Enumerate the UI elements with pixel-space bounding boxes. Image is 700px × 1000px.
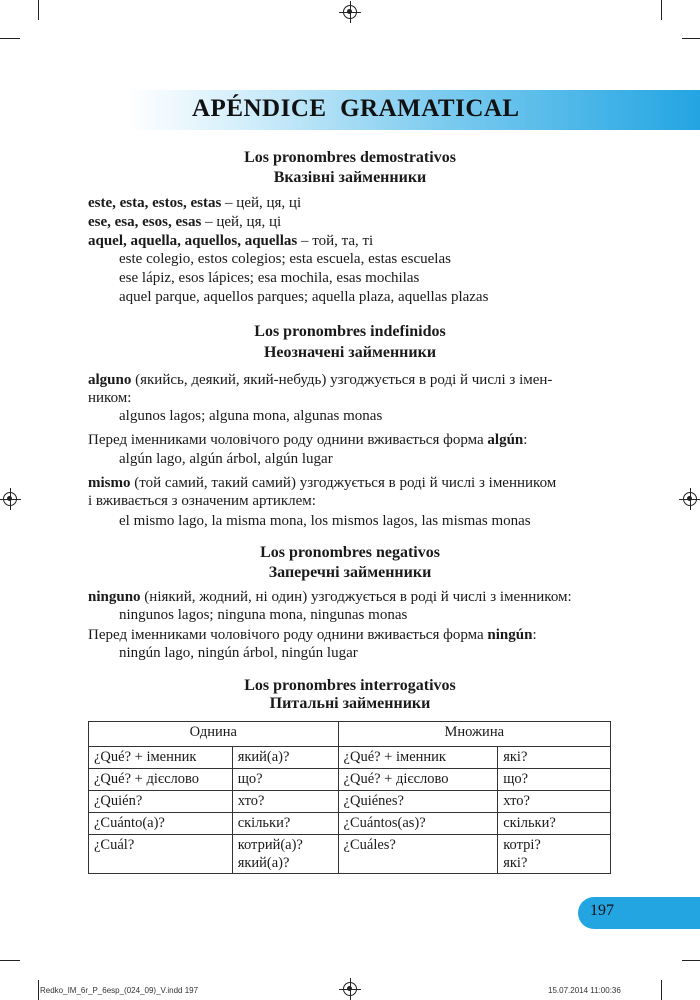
table-cell: ¿Qué? + іменник xyxy=(338,747,498,769)
crop-mark xyxy=(661,980,662,1000)
table-header-row xyxy=(89,722,611,747)
pronoun-forms: aquel, aquella, aquellos, aquellas xyxy=(88,233,298,249)
crop-mark xyxy=(682,38,700,39)
interrogatives-table xyxy=(88,721,611,874)
table-cell: що? xyxy=(232,769,338,791)
explanation: Перед іменниками чоловічого роду однини вживається форма xyxy=(88,627,488,643)
table-cell: ¿Qué? + дієслово xyxy=(89,769,233,791)
paragraph-line xyxy=(88,372,552,389)
example-line: el mismo lago, la misma mona, los mismos lagos, las mismas monas xyxy=(119,513,531,529)
translation: – цей, ця, ці xyxy=(221,195,302,211)
crop-mark xyxy=(38,0,39,20)
section-title-uk: Питальні займенники xyxy=(269,695,431,712)
table-cell xyxy=(232,835,338,874)
table-cell: який(а)? xyxy=(232,747,338,769)
footer-timestamp: 15.07.2014 11:00:36 xyxy=(548,986,621,995)
header-singular: Однина xyxy=(89,722,339,747)
table-cell: скільки? xyxy=(232,813,338,835)
registration-mark-icon xyxy=(343,982,357,996)
example-line: ningún lago, ningún árbol, ningún lugar xyxy=(119,645,358,661)
page-title: APÉNDICE GRAMATICAL xyxy=(192,95,520,122)
paragraph-line xyxy=(88,432,527,449)
table-cell: які? xyxy=(498,747,611,769)
paragraph-line xyxy=(88,475,556,492)
pronoun-row xyxy=(88,233,373,250)
translation: – той, та, ті xyxy=(297,233,374,249)
crop-mark xyxy=(0,960,20,961)
example-line: este colegio, estos colegios; esta escuela, estas escuelas xyxy=(119,251,451,267)
crop-mark xyxy=(661,0,662,20)
table-cell: ¿Quiénes? xyxy=(338,791,498,813)
paragraph-line: і вживається з означеним артиклем: xyxy=(88,493,316,509)
table-cell: ¿Cuántos(as)? xyxy=(338,813,498,835)
registration-mark-icon xyxy=(683,492,697,506)
crop-mark xyxy=(38,980,39,1000)
table-cell: хто? xyxy=(498,791,611,813)
pronoun-term: ningún xyxy=(487,627,533,643)
pronoun-forms: este, esta, estos, estas xyxy=(88,195,222,211)
translation: – цей, ця, ці xyxy=(201,214,282,230)
example-line: ese lápiz, esos lápices; esa mochila, esas mochilas xyxy=(119,270,420,286)
table-cell xyxy=(498,835,611,874)
section-title-es: Los pronombres demostrativos xyxy=(244,149,456,166)
table-row xyxy=(89,769,611,791)
pronoun-term: alguno xyxy=(88,372,132,388)
footer-file-info: Redko_IM_6r_P_6esp_(024_09)_V.indd 197 xyxy=(40,986,199,995)
section-title-es: Los pronombres negativos xyxy=(260,544,440,561)
punctuation: : xyxy=(532,627,537,643)
cell-line: які? xyxy=(503,855,528,871)
table-cell: скільки? xyxy=(498,813,611,835)
explanation: (той самий, такий самий) узгоджується в роді й числі з іменником xyxy=(130,475,557,491)
pronoun-forms: ese, esa, esos, esas xyxy=(88,214,202,230)
table-cell: ¿Quién? xyxy=(89,791,233,813)
crop-mark xyxy=(0,38,20,39)
table-cell: ¿Cuáles? xyxy=(338,835,498,874)
cell-line: котрий(а)? xyxy=(237,837,303,853)
table-row xyxy=(89,747,611,769)
example-line: ningunos lagos; ninguna mona, ningunas monas xyxy=(119,607,408,623)
header-plural: Множина xyxy=(338,722,610,747)
example-line: aquel parque, aquellos parques; aquella plaza, aquellas plazas xyxy=(119,289,489,305)
table-cell: ¿Cuánto(a)? xyxy=(89,813,233,835)
page-number: 197 xyxy=(590,902,614,919)
table-row xyxy=(89,813,611,835)
table-cell: ¿Cuál? xyxy=(89,835,233,874)
section-title-uk: Вказівні займенники xyxy=(273,169,427,186)
explanation: (якийсь, деякий, який-небудь) узгоджується в роді й числі з імен- xyxy=(131,372,553,388)
cell-line: котрі? xyxy=(503,837,541,853)
crop-mark xyxy=(682,960,700,961)
paragraph-line xyxy=(88,589,572,606)
punctuation: : xyxy=(523,432,528,448)
registration-mark-icon xyxy=(3,492,17,506)
section-title-es: Los pronombres interrogativos xyxy=(244,677,456,694)
table-cell: хто? xyxy=(232,791,338,813)
explanation: (ніякий, жодний, ні один) узгоджується в роді й числі з іменником: xyxy=(140,589,572,605)
table-row xyxy=(89,791,611,813)
section-title-uk: Неозначені займенники xyxy=(263,344,437,361)
table-row xyxy=(89,835,611,874)
paragraph-line: ником: xyxy=(88,390,132,406)
explanation: Перед іменниками чоловічого роду однини вживається форма xyxy=(88,432,488,448)
table-cell: що? xyxy=(498,769,611,791)
paragraph-line xyxy=(88,627,537,644)
pronoun-term: algún xyxy=(487,432,524,448)
section-title-uk: Заперечні займенники xyxy=(268,564,432,581)
registration-mark-icon xyxy=(343,5,357,19)
pronoun-row xyxy=(88,214,281,231)
cell-line: який(а)? xyxy=(237,855,290,871)
pronoun-row xyxy=(88,195,301,212)
example-line: algún lago, algún árbol, algún lugar xyxy=(119,451,333,467)
example-line: algunos lagos; alguna mona, algunas monas xyxy=(119,408,383,424)
section-title-es: Los pronombres indefinidos xyxy=(254,323,446,340)
pronoun-term: mismo xyxy=(88,475,131,491)
table-cell: ¿Qué? + іменник xyxy=(89,747,233,769)
table-cell: ¿Qué? + дієслово xyxy=(338,769,498,791)
pronoun-term: ninguno xyxy=(88,589,141,605)
